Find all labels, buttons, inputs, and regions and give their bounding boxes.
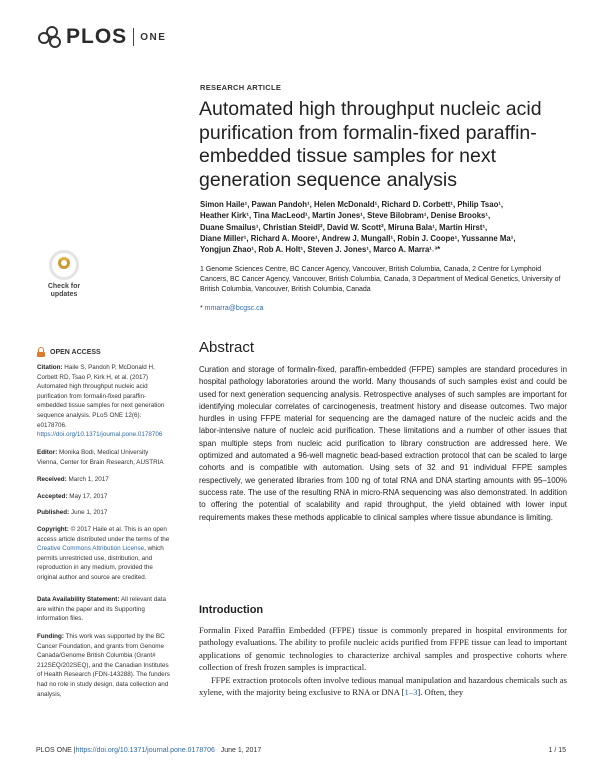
author-list bbox=[200, 199, 565, 255]
abstract-heading: Abstract bbox=[199, 339, 255, 356]
logo-text: PLOS bbox=[66, 25, 128, 48]
check-for-updates-label: Check for updates bbox=[47, 283, 81, 298]
article-type: RESEARCH ARTICLE bbox=[200, 83, 282, 92]
check-for-updates-badge[interactable] bbox=[38, 250, 90, 299]
funding-block: Funding: This work was supported by the BC Cancer Foundation, and grants from Genome Canada/Genome British Columbia (Grant# 212SEQ/202SEQ), and the Canadian Institutes of Health Research (FDN-143288). The funders had no role in study design, data collection and analysis, bbox=[37, 633, 170, 698]
license-link[interactable]: Creative Commons Attribution License bbox=[37, 545, 145, 553]
page-footer bbox=[36, 747, 566, 754]
citation-doi-link[interactable]: https://doi.org/10.1371/journal.pone.0178706 bbox=[37, 431, 163, 439]
introduction-heading: Introduction bbox=[199, 604, 264, 616]
author-line: Diane Miller¹, Richard A. Moore¹, Andrew J. Mungall¹, Robin J. Coope¹, Yussanne Ma¹, bbox=[200, 233, 516, 243]
received-date: Received: March 1, 2017 bbox=[37, 476, 109, 483]
journal-label: ONE bbox=[140, 31, 167, 43]
editor-block: Editor: Monika Bodi, Medical University Vienna, Center for Brain Research, AUSTRIA bbox=[37, 449, 164, 466]
footer-doi-link[interactable]: https://doi.org/10.1371/journal.pone.0178706 bbox=[75, 747, 215, 754]
check-for-updates-icon bbox=[49, 250, 79, 280]
citation-block: Citation: Haile S, Pandoh P, McDonald H, Corbett RD, Tsao P, Kirk H, et al. (2017) Automated high throughput nucleic acid purification from formalin-fixed paraffin-embedded tissue samples for next generation sequence analysis. PLoS ONE 12(6): e0178706. https://doi.org/10.1371/journal.pone.0178706 bbox=[37, 364, 165, 439]
copyright-block: Copyright: © 2017 Haile et al. This is an open access article distributed under the terms of the Creative Commons Attribution License, which permits unrestricted use, distribution, and reproduction in any medium, provided the original author and source are credited. bbox=[37, 526, 170, 581]
article-title: Automated high throughput nucleic acid purification from formalin-fixed paraffin-embedded tissue samples for next generation sequence analysis bbox=[199, 98, 542, 191]
plos-one-logo[interactable] bbox=[36, 24, 166, 50]
abstract-text: Curation and storage of formalin-fixed, paraffin-embedded (FFPE) samples are standard procedures in hospital pathology laboratories around the world. Many thousands of such samples exist and could be used for next generation sequencing analysis. Retrospective analyses of such samples are important for identifying molecular correlates of carcinogenesis, treatment history and disease outcomes. Two major hurdles in using FFPE material for sequencing are the damaged nature of the nucleic acids and the labor-intensive nature of nucleic acid purification. These limitations and a number of other issues that span multiple steps from nucleic acid purification to library construction are addressed here. We optimized and automated a 96-well magnetic bead-based extraction protocol that can be scaled to large cohorts and is compatible with automation. Using sets of 32 and 91 individual FFPE samples respectively, we generated libraries from 100 ng of total RNA and DNA starting amounts with 95–100% success rate. The use of the resulting RNA in micro-RNA sequencing was also demonstrated. In addition to offering the potential of scalability and rapid throughput, the yield obtained with lower input requirements makes these methods applicable to clinical samples where tissue abundance is limiting. bbox=[199, 365, 567, 522]
author-line: Simon Haile¹, Pawan Pandoh¹, Helen McDonald¹, Richard D. Corbett¹, Philip Tsao¹, bbox=[200, 200, 504, 209]
logo-divider bbox=[133, 28, 134, 46]
open-access-lock-icon bbox=[37, 347, 45, 357]
footer-journal: PLOS ONE | bbox=[36, 747, 76, 754]
open-access-label: OPEN ACCESS bbox=[37, 347, 101, 357]
data-availability-block: Data Availability Statement: All relevant data are within the paper and its Supporting Information files. bbox=[37, 596, 167, 623]
corresponding-author: * mmarra@bcgsc.ca bbox=[200, 305, 264, 312]
author-line: Yongjun Zhao¹, Rob A. Holt¹, Steven J. Jones¹, Marco A. Marra¹˒³* bbox=[200, 245, 441, 255]
email-link[interactable]: mmarra@bcgsc.ca bbox=[204, 305, 264, 312]
intro-paragraph: FFPE extraction protocols often involve tedious manual manipulation and hazardous chemicals such as xylene, with the majority being exclusive to RNA or DNA [1–3]. Often, they bbox=[199, 674, 567, 698]
published-date: Published: June 1, 2017 bbox=[37, 509, 108, 516]
author-line: Duane Smailus¹, Christian Steidl², David W. Scott², Miruna Bala¹, Martin Hirst¹, bbox=[200, 222, 488, 232]
footer-date: June 1, 2017 bbox=[214, 747, 262, 754]
accepted-date: Accepted: May 17, 2017 bbox=[37, 493, 108, 500]
plos-logo-icon bbox=[36, 24, 62, 50]
introduction-text bbox=[199, 624, 567, 698]
reference-link[interactable]: 1–3 bbox=[404, 687, 418, 698]
page-number: 1 / 15 bbox=[548, 747, 566, 754]
affiliations: 1 Genome Sciences Centre, BC Cancer Agency, Vancouver, British Columbia, Canada, 2 Centre for Lymphoid Cancers, BC Cancer Agency, Vancouver, British Columbia, Canada, 3 Department of Medical Genetics, University of British Columbia, Vancouver, British Columbia, Canada bbox=[200, 266, 561, 293]
author-line: Heather Kirk¹, Tina MacLeod¹, Martin Jones¹, Steve Bilobram¹, Denise Brooks¹, bbox=[200, 211, 491, 221]
intro-paragraph: Formalin Fixed Paraffin Embedded (FFPE) tissue is commonly prepared in hospital environments for pathology evaluations. The ability to profile nucleic acids purified from FFPE tissue can lead to important applications of genomic technologies to characterize archival samples and prospective cohorts where collection of fresh frozen samples is impractical. bbox=[199, 625, 567, 673]
